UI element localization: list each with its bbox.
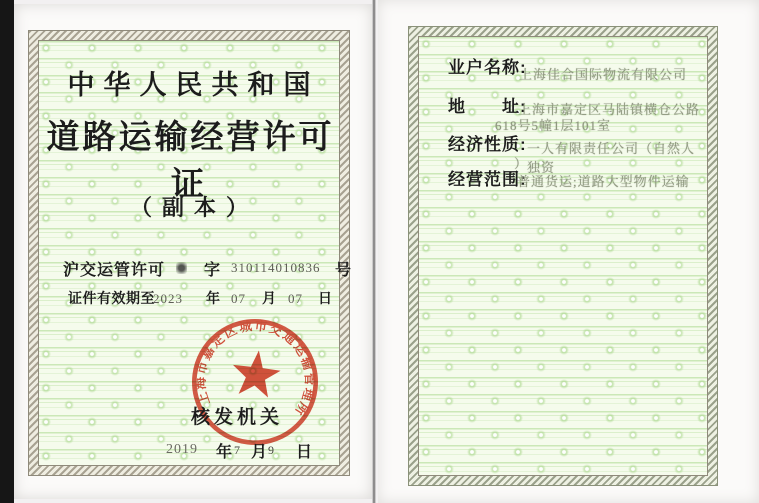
issue-month-unit: 月 [251,444,268,461]
country-name: 中华人民共和国 [67,70,320,100]
red-star-icon [230,348,283,399]
right-page-content [418,36,708,476]
economic-nature-value-line2: ） [514,156,529,171]
left-page-ornamental-frame [28,30,350,476]
issue-year-unit: 年 [216,444,233,461]
seal-text: 上海市嘉定区城市交通运输管理所 [193,318,317,420]
validity-month: 07 [231,291,246,306]
issue-year: 2019 [166,442,198,457]
booklet-fold-crease [372,0,376,503]
license-zi-character: 字 [204,262,221,279]
duplicate-copy-subtitle: （副本） [129,195,258,220]
right-page-ornamental-frame [408,26,718,486]
license-suffix: 号 [335,262,352,279]
business-name-value: 上海佳合国际物流有限公司 [519,67,688,82]
validity-day: 07 [288,291,303,306]
economic-nature-label: 经济性质: [448,135,527,154]
ink-smudge-mark [176,262,187,274]
permit-title: 道路运输经营许可证 [46,120,335,203]
business-scope-label: 经营范围: [448,170,527,189]
issue-day: 9 [268,443,275,457]
issue-day-unit: 日 [296,444,313,461]
month-unit: 月 [262,290,276,306]
economic-nature-value-line1: 一人有限责任公司（自然人独资 [527,141,696,175]
day-unit: 日 [318,290,332,306]
business-scope-value: 普通货运;道路大型物件运输 [517,174,690,189]
license-number: 310114010836 [231,260,321,275]
address-value-line2: 618号5幢1层101室 [495,118,612,133]
validity-year: 2023 [153,291,183,306]
scanner-edge-strip [0,0,14,503]
address-value-line1: 上海市嘉定区马陆镇横仓公路 [518,102,701,117]
issue-date-line [39,439,339,461]
license-number-line [63,257,352,281]
left-page-content [38,40,352,466]
issuing-authority-seal [177,304,333,460]
year-unit: 年 [206,290,220,306]
issue-month: 7 [234,443,241,457]
address-label: 地 址: [448,97,527,116]
business-name-label: 业户名称: [448,58,527,77]
issuing-authority-label: 核发机关 [191,407,284,428]
validity-label: 证件有效期至 [68,290,155,306]
license-prefix: 沪交运管许可 [63,262,166,279]
